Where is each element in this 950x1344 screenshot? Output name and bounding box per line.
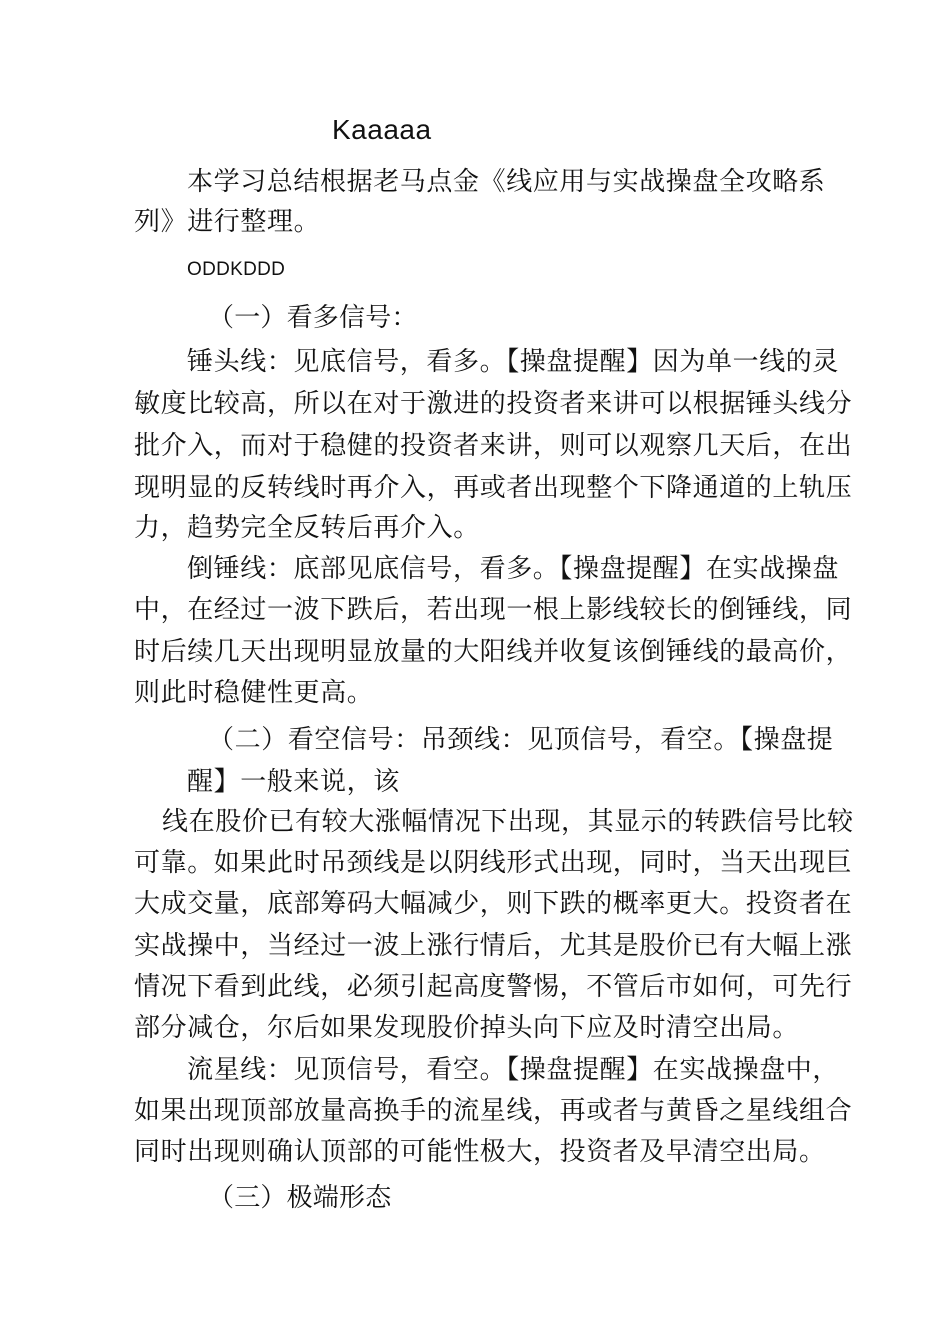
section-heading-extreme: （三）极端形态: [208, 1183, 392, 1213]
paragraph-line: 可靠。如果此时吊颈线是以阴线形式出现，同时，当天出现巨: [134, 848, 853, 878]
paragraph-line: 实战操中，当经过一波上涨行情后，尤其是股价已有大幅上涨: [134, 931, 853, 961]
paragraph-line: 批介入，而对于稳健的投资者来讲，则可以观察几天后，在出: [134, 431, 853, 461]
paragraph-line: 线在股价已有较大涨幅情况下出现，其显示的转跌信号比较: [162, 807, 854, 837]
paragraph-line: 情况下看到此线，必须引起高度警惕，不管后市如何，可先行: [134, 972, 853, 1002]
paragraph-line: 力，趋势完全反转后再介入。: [134, 513, 480, 543]
document-title: Kaaaaa: [332, 114, 432, 145]
paragraph-line: 时后续几天出现明显放量的大阳线并收复该倒锤线的最高价，: [134, 637, 853, 667]
paragraph-line: 敏度比较高，所以在对于激进的投资者来讲可以根据锤头线分: [134, 389, 853, 419]
paragraph-line: 锤头线：见底信号，看多。【操盘提醒】因为单一线的灵: [187, 347, 840, 377]
paragraph-line: 中，在经过一波下跌后，若出现一根上影线较长的倒锤线，同: [134, 595, 853, 625]
paragraph-line: 倒锤线：底部见底信号，看多。【操盘提醒】在实战操盘: [187, 554, 840, 584]
paragraph-line: 大成交量，底部筹码大幅减少，则下跌的概率更大。投资者在: [134, 889, 853, 919]
intro-line: 本学习总结根据老马点金《线应用与实战操盘全攻略系: [187, 167, 826, 197]
section-heading-bullish: （一）看多信号：: [208, 303, 418, 333]
paragraph-line: 部分减仓，尔后如果发现股价掉头向下应及时清空出局。: [134, 1013, 800, 1043]
paragraph-line: 流星线：见顶信号，看空。【操盘提醒】在实战操盘中，: [187, 1055, 840, 1085]
section-heading-bearish: （二）看空信号：吊颈线：见顶信号，看空。【操盘提: [208, 725, 834, 755]
paragraph-line: 如果出现顶部放量高换手的流星线，再或者与黄昏之星线组合: [134, 1096, 853, 1126]
paragraph-line: 同时出现则确认顶部的可能性极大，投资者及早清空出局。: [134, 1137, 826, 1167]
section-heading-bearish-cont: 醒】一般来说，该: [187, 767, 400, 797]
paragraph-line: 现明显的反转线时再介入，再或者出现整个下降通道的上轨压: [134, 473, 853, 503]
code-text: ODDKDDD: [187, 259, 286, 280]
paragraph-line: 则此时稳健性更高。: [134, 678, 374, 708]
intro-line: 列》进行整理。: [134, 207, 321, 237]
